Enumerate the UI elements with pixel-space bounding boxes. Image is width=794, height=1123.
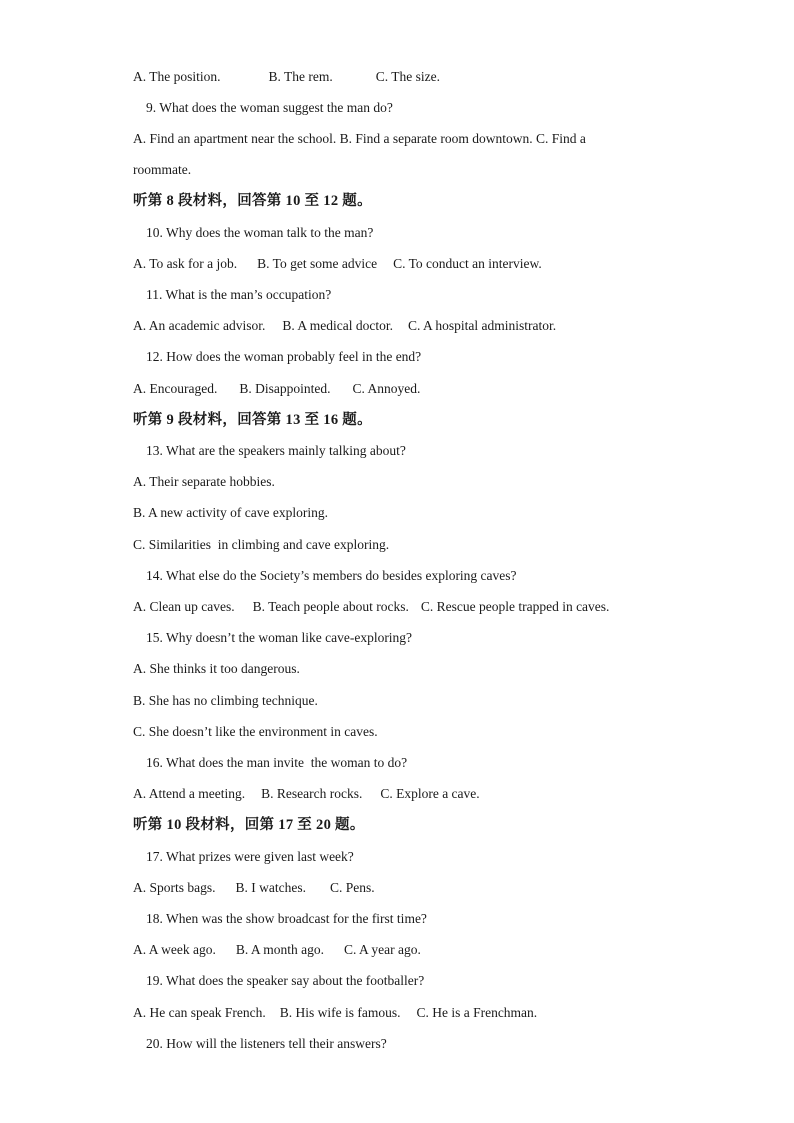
- answer-option: C. Explore a cave.: [380, 786, 480, 801]
- answer-options: [133, 255, 542, 273]
- question-text: 9. What does the woman suggest the man do?: [146, 100, 393, 115]
- answer-options: [133, 1004, 537, 1022]
- question-text: 11. What is the man’s occupation?: [146, 287, 332, 302]
- answer-option: A. Sports bags.: [133, 880, 216, 895]
- answer-options: [133, 941, 421, 959]
- answer-option: C. The size.: [375, 69, 440, 84]
- answer-option: C. Rescue people trapped in caves.: [420, 599, 610, 614]
- answer-option: C. Pens.: [330, 880, 375, 895]
- question-text: 10. Why does the woman talk to the man?: [146, 225, 374, 240]
- answer-options: [133, 317, 556, 335]
- answer-option: B. Research rocks.: [261, 786, 363, 801]
- answer-option: B. Teach people about rocks.: [252, 599, 409, 614]
- section-heading: 听第 10 段材料，回第 17 至 20 题。: [133, 817, 365, 833]
- answer-option: B. To get some advice: [257, 256, 378, 271]
- body-text: B. She has no climbing technique.: [133, 693, 318, 708]
- body-text: A. She thinks it too dangerous.: [133, 661, 300, 676]
- answer-option: B. A medical doctor.: [282, 318, 393, 333]
- answer-option: A. An academic advisor.: [133, 318, 266, 333]
- answer-option: A. The position.: [133, 69, 221, 84]
- answer-option: A. To ask for a job.: [133, 256, 238, 271]
- answer-options: [133, 785, 480, 803]
- body-text: C. Similarities in climbing and cave exploring.: [133, 537, 390, 552]
- body-text: A. Their separate hobbies.: [133, 474, 275, 489]
- answer-options: [133, 68, 440, 86]
- question-text: 15. Why doesn’t the woman like cave-exploring?: [146, 630, 413, 645]
- body-text: roommate.: [133, 162, 192, 177]
- answer-option: A. A week ago.: [133, 942, 216, 957]
- answer-option: B. A month ago.: [235, 942, 324, 957]
- section-heading: 听第 8 段材料，回答第 10 至 12 题。: [133, 193, 372, 209]
- answer-options: [133, 598, 609, 616]
- answer-option: A. Encouraged.: [133, 381, 218, 396]
- answer-option: C. Annoyed.: [352, 381, 421, 396]
- answer-option: B. The rem.: [268, 69, 333, 84]
- answer-option: A. He can speak French.: [133, 1005, 266, 1020]
- question-text: 13. What are the speakers mainly talking about?: [146, 443, 406, 458]
- answer-options: [133, 380, 420, 398]
- answer-option: B. Disappointed.: [239, 381, 331, 396]
- answer-option: C. To conduct an interview.: [393, 256, 542, 271]
- section-heading: 听第 9 段材料，回答第 13 至 16 题。: [133, 412, 372, 428]
- answer-option: A. Attend a meeting.: [133, 786, 246, 801]
- question-text: 12. How does the woman probably feel in the end?: [146, 349, 422, 364]
- body-text: B. A new activity of cave exploring.: [133, 505, 328, 520]
- question-text: 16. What does the man invite the woman to do?: [146, 755, 408, 770]
- body-text: C. She doesn’t like the environment in caves.: [133, 724, 378, 739]
- answer-option: C. A year ago.: [344, 942, 421, 957]
- question-text: 19. What does the speaker say about the footballer?: [146, 973, 425, 988]
- answer-option: A. Clean up caves.: [133, 599, 235, 614]
- question-text: 17. What prizes were given last week?: [146, 849, 354, 864]
- answer-option: C. He is a Frenchman.: [416, 1005, 538, 1020]
- answer-option: B. His wife is famous.: [279, 1005, 401, 1020]
- answer-option: C. A hospital administrator.: [407, 318, 557, 333]
- answer-options: [133, 879, 375, 897]
- question-text: 20. How will the listeners tell their answers?: [146, 1036, 387, 1051]
- body-text: A. Find an apartment near the school. B. Find a separate room downtown. C. Find a: [133, 131, 586, 146]
- question-text: 18. When was the show broadcast for the first time?: [146, 911, 427, 926]
- answer-option: B. I watches.: [235, 880, 306, 895]
- question-text: 14. What else do the Society’s members do besides exploring caves?: [146, 568, 517, 583]
